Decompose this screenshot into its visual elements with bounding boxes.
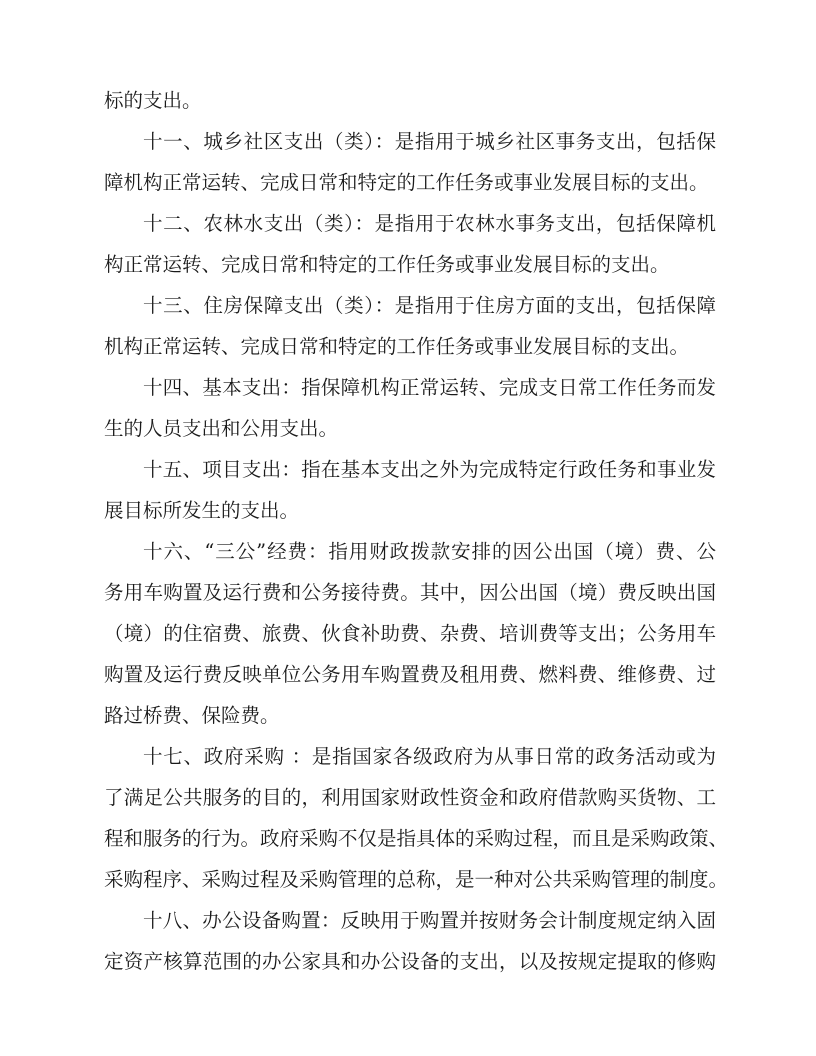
paragraph-continuation-line: 标的支出。 <box>104 89 202 112</box>
paragraph-18-line-2: 定资产核算范围的办公家具和办公设备的支出，以及按规定提取的修购 <box>104 950 716 973</box>
paragraph-13-line-2: 机构正常运转、完成日常和特定的工作任务或事业发展目标的支出。 <box>104 335 690 358</box>
paragraph-16-line-5: 路过桥费、保险费。 <box>104 704 280 727</box>
paragraph-17-line-2: 了满足公共服务的目的，利用国家财政性资金和政府借款购买货物、工 <box>104 786 716 809</box>
paragraph-17-line-3: 程和服务的行为。政府采购不仅是指具体的采购过程，而且是采购政策、 <box>104 827 729 850</box>
paragraph-15-line-1: 十五、项目支出：指在基本支出之外为完成特定行政任务和事业发 <box>143 458 716 481</box>
paragraph-17-line-4: 采购程序、采购过程及采购管理的总称，是一种对公共采购管理的制度。 <box>104 868 729 891</box>
paragraph-17-line-1: 十七、政府采购 ：是指国家各级政府为从事日常的政务活动或为 <box>143 745 716 768</box>
paragraph-16-line-2: 务用车购置及运行费和公务接待费。其中，因公出国（境）费反映出国 <box>104 581 716 604</box>
paragraph-14-line-1: 十四、基本支出：指保障机构正常运转、完成支日常工作任务而发 <box>143 376 716 399</box>
paragraph-13-line-1: 十三、住房保障支出（类）：是指用于住房方面的支出，包括保障 <box>143 294 716 317</box>
paragraph-16-line-1: 十六、“三公”经费：指用财政拨款安排的因公出国（境）费、公 <box>143 540 716 563</box>
paragraph-12-line-1: 十二、农林水支出（类）：是指用于农林水事务支出，包括保障机 <box>143 212 716 235</box>
paragraph-12-line-2: 构正常运转、完成日常和特定的工作任务或事业发展目标的支出。 <box>104 253 670 276</box>
paragraph-14-line-2: 生的人员支出和公用支出。 <box>104 417 339 440</box>
paragraph-18-line-1: 十八、办公设备购置：反映用于购置并按财务会计制度规定纳入固 <box>143 909 716 932</box>
paragraph-16-line-3: （境）的住宿费、旅费、伙食补助费、杂费、培训费等支出；公务用车 <box>104 622 716 645</box>
paragraph-11-line-2: 障机构正常运转、完成日常和特定的工作任务或事业发展目标的支出。 <box>104 171 709 194</box>
paragraph-11-line-1: 十一、城乡社区支出（类）：是指用于城乡社区事务支出，包括保 <box>143 130 716 153</box>
paragraph-15-line-2: 展目标所发生的支出。 <box>104 499 300 522</box>
paragraph-16-line-4: 购置及运行费反映单位公务用车购置费及租用费、燃料费、维修费、过 <box>104 663 716 686</box>
